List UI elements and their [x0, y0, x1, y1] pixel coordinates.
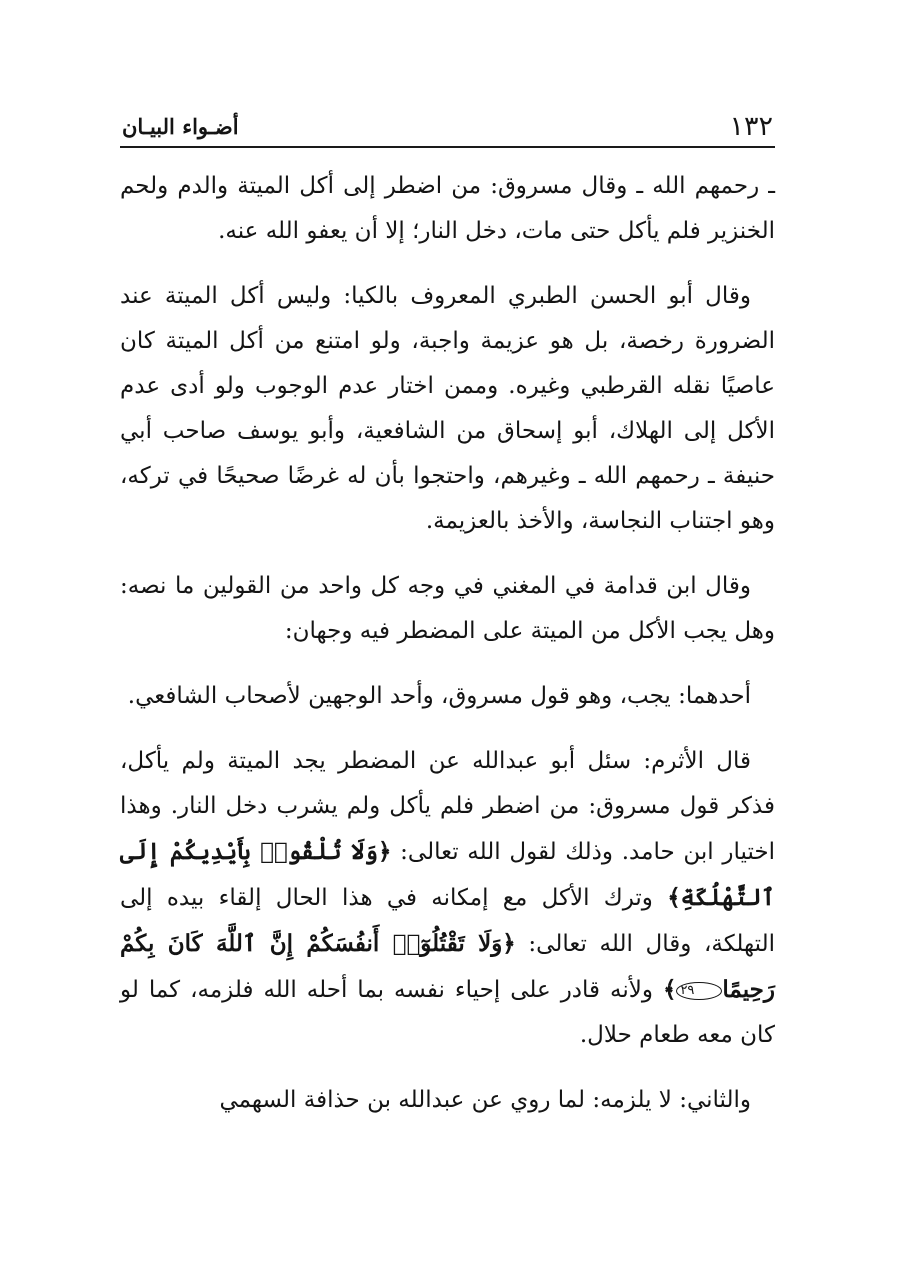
athram-text-3: ولأنه قادر على إحياء نفسه بما أحله الله فلزمه، كما لو كان معه طعام حلال. — [120, 977, 775, 1048]
paragraph-masruq-continuation: ـ رحمهم الله ـ وقال مسروق: من اضطر إلى أكل الميتة والدم ولحم الخنزير فلم يأكل حتى مات، دخل النار؛ إلا أن يعفو الله عنه. — [120, 173, 775, 244]
ayah-number-marker: ٢٩ — [676, 982, 722, 1000]
page-number: ١٣٢ — [729, 111, 773, 142]
paragraph-athram-report — [120, 739, 775, 1058]
book-page — [120, 108, 775, 1143]
paragraph-second-view: والثاني: لا يلزمه: لما روي عن عبدالله بن حذافة السهمي — [219, 1087, 751, 1113]
paragraph-alkiya-opinion: وقال أبو الحسن الطبري المعروف بالكيا: وليس أكل الميتة عند الضرورة رخصة، بل هو عزيمة واجبة، ولو امتنع من أكل الميتة كان عاصيًا نقله القرطبي وغيره. وممن اختار عدم الوجوب ولو أدى عدم الأكل إلى الهلاك، أبو إسحاق من الشافعية، وأبو يوسف صاحب أبي حنيفة ـ رحمهم الله ـ وغيرهم، واحتجوا بأن له غرضًا صحيحًا في تركه، وهو اجتناب النجاسة، والأخذ بالعزيمة. — [120, 283, 775, 534]
running-header — [120, 108, 775, 148]
book-title: أضـواء البيـان — [122, 114, 239, 139]
paragraph-first-view: أحدهما: يجب، وهو قول مسروق، وأحد الوجهين لأصحاب الشافعي. — [127, 683, 751, 709]
quran-verse-la-taqtulu: ﴿وَلَا تَقْتُلُوٓا۟ أَنفُسَكُمْ إِنَّ ٱللَّهَ كَانَ بِكُمْ رَحِيمًا — [120, 930, 775, 1003]
athram-text-1: قال الأثرم: سئل أبو عبدالله عن المضطر يجد الميتة ولم يأكل، فذكر قول مسروق: من اضطر فلم يأكل ولم يشرب دخل النار. وهذا اختيار ابن حامد. وذلك لقول الله تعالى: — [120, 748, 775, 865]
page-body — [120, 164, 775, 1123]
quran-bracket-close: ﴾ — [662, 976, 677, 1003]
paragraph-ibn-qudama-intro: وقال ابن قدامة في المغني في وجه كل واحد من القولين ما نصه: وهل يجب الأكل من الميتة على المضطر فيه وجهان: — [120, 573, 775, 644]
quran-verse-tahluka: ﴿وَلَا تُلْقُوا۟ بِأَيْدِيكُمْ إِلَى ٱلتَّهْلُكَةِ﴾ — [120, 838, 775, 911]
athram-text-2: وترك الأكل مع إمكانه في هذا الحال إلقاء بيده إلى التهلكة، وقال الله تعالى: — [120, 885, 775, 957]
